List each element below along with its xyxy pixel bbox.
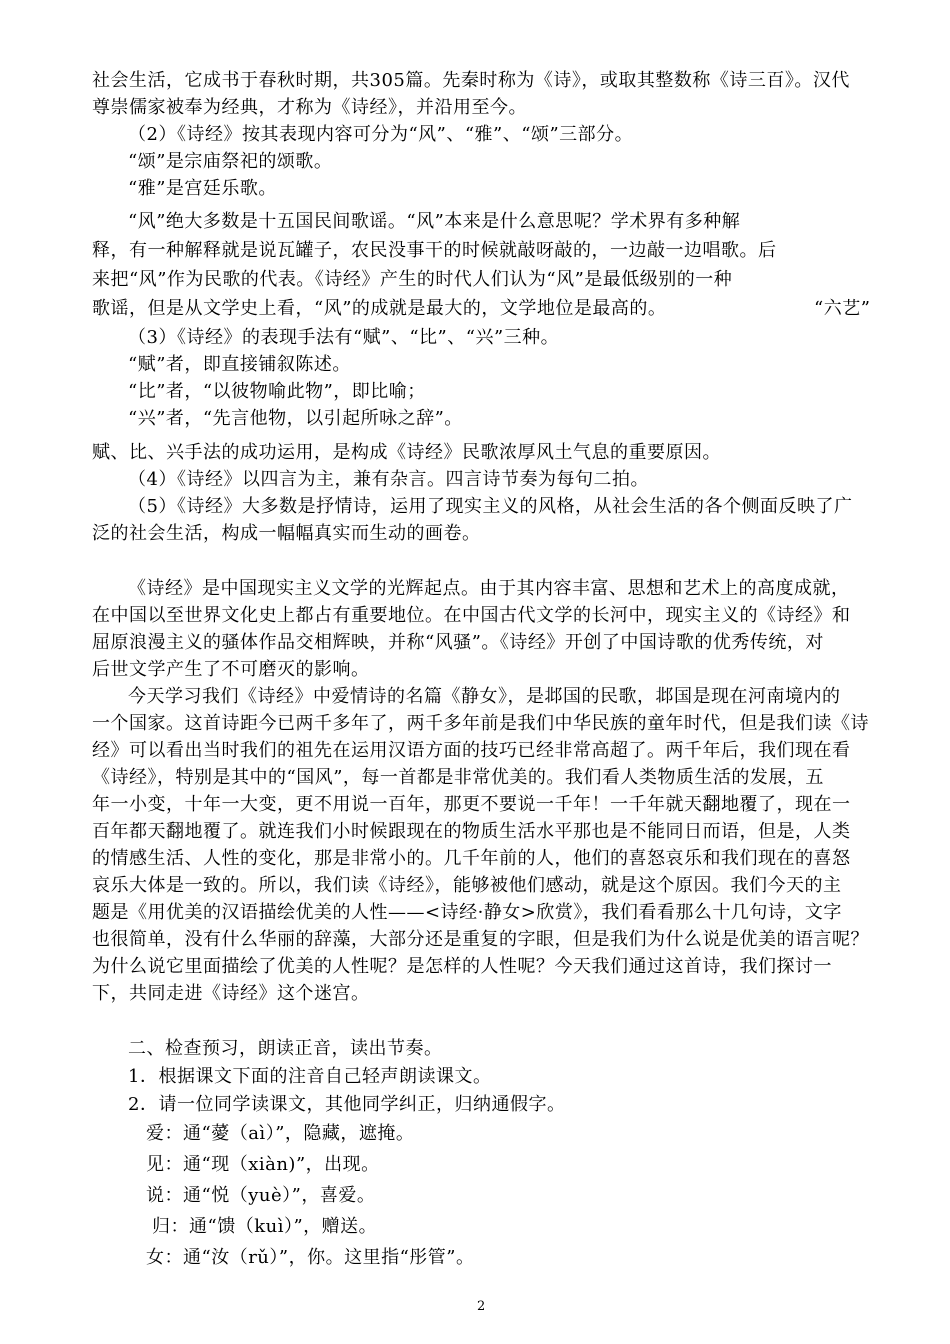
text-line: 一个国家。这首诗距今已两千多年了，两千多年前是我们中华民族的童年时代，但是我们读《诗 xyxy=(92,713,869,734)
text-line: 哀乐大体是一致的。所以，我们读《诗经》，能够被他们感动，就是这个原因。我们今天的主 xyxy=(92,875,842,896)
text-line: 百年都天翻地覆了。就连我们小时候跟现在的物质生活水平那也是不能同日而语，但是，人类 xyxy=(92,821,851,842)
text-line-fragment: “六艺” xyxy=(814,298,871,319)
text-line: “风”绝大多数是十五国民间歌谣。“风”本来是什么意思呢？学术界有多种解 xyxy=(128,211,741,232)
list-item: 1．根据课文下面的注音自己轻声朗读课文。 xyxy=(128,1066,492,1087)
list-item: 2．请一位同学读课文，其他同学纠正，归纳通假字。 xyxy=(128,1094,566,1115)
text-line: “比”者，“以彼物喻此物”，即比喻； xyxy=(128,381,426,402)
tongjia-item: 爱：通“薆（aì）”，隐藏，遮掩。 xyxy=(146,1123,415,1144)
text-line: 也很简单，没有什么华丽的辞藻，大部分还是重复的字眼，但是我们为什么说是优美的语言呢？ xyxy=(92,929,869,950)
text-line: 歌谣，但是从文学史上看，“风”的成就是最大的，文学地位是最高的。 xyxy=(92,298,667,319)
text-line: 年一小变，十年一大变，更不用说一百年，那更不要说一千年！一千年就天翻地覆了，现在一 xyxy=(92,794,851,815)
text-line: 《诗经》，特别是其中的“国风”，每一首都是非常优美的。我们看人类物质生活的发展，五 xyxy=(92,767,824,788)
text-line: 为什么说它里面描绘了优美的人性呢？是怎样的人性呢？今天我们通过这首诗，我们探讨一 xyxy=(92,956,832,977)
text-line: 屈原浪漫主义的骚体作品交相辉映，并称“风骚”。《诗经》开创了中国诗歌的优秀传统，对 xyxy=(92,632,824,653)
text-line: 尊崇儒家被奉为经典，才称为《诗经》，并沿用至今。 xyxy=(92,97,527,118)
text-line: “赋”者，即直接铺叙陈述。 xyxy=(128,354,351,375)
text-line: 社会生活，它成书于春秋时期，共305篇。先秦时称为《诗》，或取其整数称《诗三百》。汉代 xyxy=(92,70,850,91)
text-line: 今天学习我们《诗经》中爱情诗的名篇《静女》，是邶国的民歌，邶国是现在河南境内的 xyxy=(128,686,841,707)
text-line: 释，有一种解释就是说瓦罐子，农民没事干的时候就敲呀敲的，一边敲一边唱歌。后 xyxy=(92,240,777,261)
tongjia-item: 归：通“馈（kuì）”，赠送。 xyxy=(152,1216,378,1237)
text-line: 《诗经》是中国现实主义文学的光辉起点。由于其内容丰富、思想和艺术上的高度成就， xyxy=(128,578,850,599)
tongjia-item: 见：通“现（xiàn)”，出现。 xyxy=(146,1154,380,1175)
text-line: 来把“风”作为民歌的代表。《诗经》产生的时代人们认为“风”是最低级别的一种 xyxy=(92,269,733,290)
text-line: （2）《诗经》按其表现内容可分为“风”、“雅”、“颂”三部分。 xyxy=(128,124,634,145)
text-line: “兴”者，“先言他物，以引起所咏之辞”。 xyxy=(128,408,463,429)
text-line: 泛的社会生活，构成一幅幅真实而生动的画卷。 xyxy=(92,523,481,544)
text-line: 经》可以看出当时我们的祖先在运用汉语方面的技巧已经非常高超了。两千年后，我们现在看 xyxy=(92,740,851,761)
text-line: “雅”是宫廷乐歌。 xyxy=(128,178,277,199)
text-line: 后世文学产生了不可磨灭的影响。 xyxy=(92,659,370,680)
text-line: 在中国以至世界文化史上都占有重要地位。在中国古代文学的长河中，现实主义的《诗经》和 xyxy=(92,605,851,626)
section-heading: 二、检查预习，朗读正音，读出节奏。 xyxy=(128,1038,443,1059)
page-number: 2 xyxy=(477,1299,486,1314)
tongjia-item: 女：通“汝（rǔ）”，你。这里指“彤管”。 xyxy=(146,1247,475,1268)
tongjia-item: 说：通“悦（yuè）”，喜爱。 xyxy=(146,1185,376,1206)
text-line: 题是《用优美的汉语描绘优美的人性——<诗经·静女>欣赏》，我们看看那么十几句诗，文字 xyxy=(92,902,842,923)
text-line: “颂”是宗庙祭祀的颂歌。 xyxy=(128,151,333,172)
text-line: 赋、比、兴手法的成功运用，是构成《诗经》民歌浓厚风土气息的重要原因。 xyxy=(92,442,721,463)
text-line: （3）《诗经》的表现手法有“赋”、“比”、“兴”三种。 xyxy=(128,327,560,348)
text-line: 下，共同走进《诗经》这个迷宫。 xyxy=(92,983,370,1004)
text-line: （5）《诗经》大多数是抒情诗，运用了现实主义的风格，从社会生活的各个侧面反映了广 xyxy=(128,496,853,517)
text-line: 的情感生活、人性的变化，那是非常小的。几千年前的人，他们的喜怒哀乐和我们现在的喜怒 xyxy=(92,848,851,869)
text-line: （4）《诗经》以四言为主，兼有杂言。四言诗节奏为每句二拍。 xyxy=(128,469,649,490)
